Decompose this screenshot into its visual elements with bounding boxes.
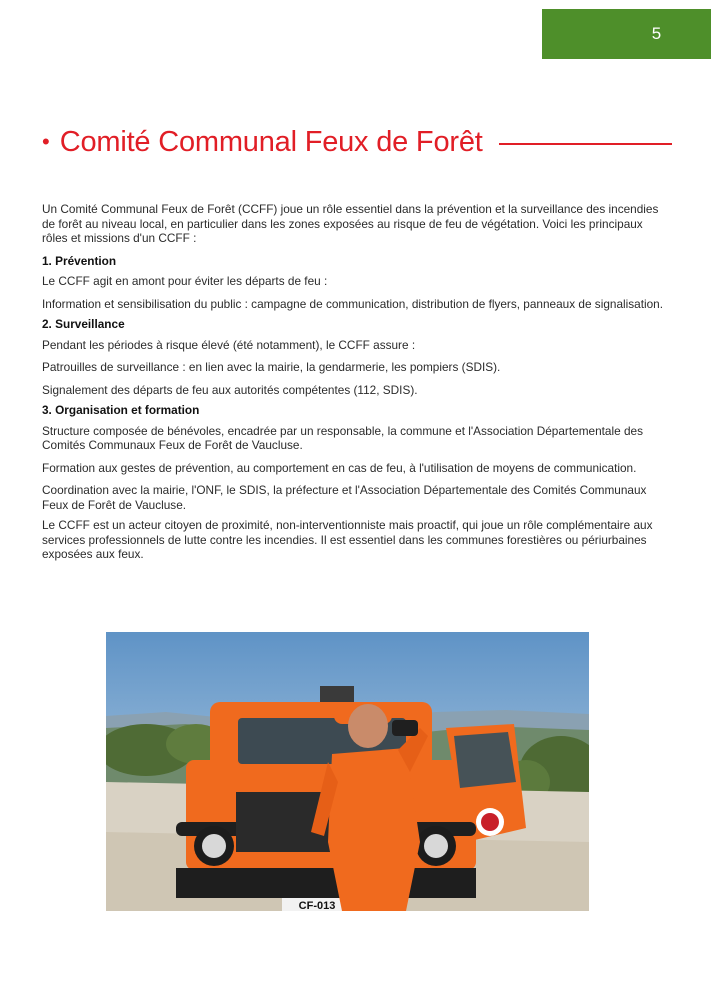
organisation-paragraph: Formation aux gestes de prévention, au comportement en cas de feu, à l'utilisation de moyens de communication.	[42, 460, 637, 475]
title-rule	[499, 143, 672, 145]
surveillance-paragraph: Patrouilles de surveillance : en lien avec la mairie, la gendarmerie, les pompiers (SDIS).	[42, 360, 501, 374]
surveillance-paragraph: Pendant les périodes à risque élevé (été notamment), le CCFF assure :	[42, 337, 416, 352]
section-title-organisation: 3. Organisation et formation	[42, 403, 200, 417]
section-heading	[42, 122, 672, 162]
section-title-prevention: 1. Prévention	[42, 253, 117, 268]
prevention-paragraph: Le CCFF agit en amont pour éviter les départs de feu :	[42, 274, 328, 288]
page-number: 5	[651, 24, 662, 43]
organisation-paragraph: Le CCFF est un acteur citoyen de proximité, non-interventionniste mais proactif, qui joue un rôle complémentaire aux services professionnels de lutte contre les incendies. Il est essentiel dans les communes forestières ou périurbaines exposées aux feux.	[42, 518, 653, 561]
organisation-paragraph: Coordination avec la mairie, l'ONF, le SDIS, la préfecture et l'Association Départementale des Comités Communaux Feux de Forêt de Vaucluse.	[42, 483, 647, 512]
prevention-paragraph: Information et sensibilisation du public : campagne de communication, distribution de flyers, panneaux de signalisation.	[42, 296, 664, 311]
title-bullet: •	[42, 129, 50, 154]
page-number-badge	[542, 9, 711, 59]
page-title: Comité Communal Feux de Forêt	[59, 125, 483, 158]
patrol-vehicle-photo	[106, 632, 589, 911]
surveillance-paragraph: Signalement des départs de feu aux autorités compétentes (112, SDIS).	[42, 382, 418, 397]
plate-text: CF-013	[298, 900, 336, 911]
photo-illustration	[106, 632, 589, 911]
section-title-surveillance: 2. Surveillance	[42, 317, 125, 331]
intro-paragraph: Un Comité Communal Feux de Forêt (CCFF) joue un rôle essentiel dans la prévention et la surveillance des incendies de forêt au niveau local, en particulier dans les zones exposées au risque de feu de végétation. Voici les principaux rôles et missions d'un CCFF :	[42, 202, 659, 245]
organisation-paragraph: Structure composée de bénévoles, encadrée par un responsable, la commune et l'Association Départementale des Comités Communaux Feux de Forêt de Vaucluse.	[42, 423, 643, 452]
body-text	[42, 202, 668, 568]
